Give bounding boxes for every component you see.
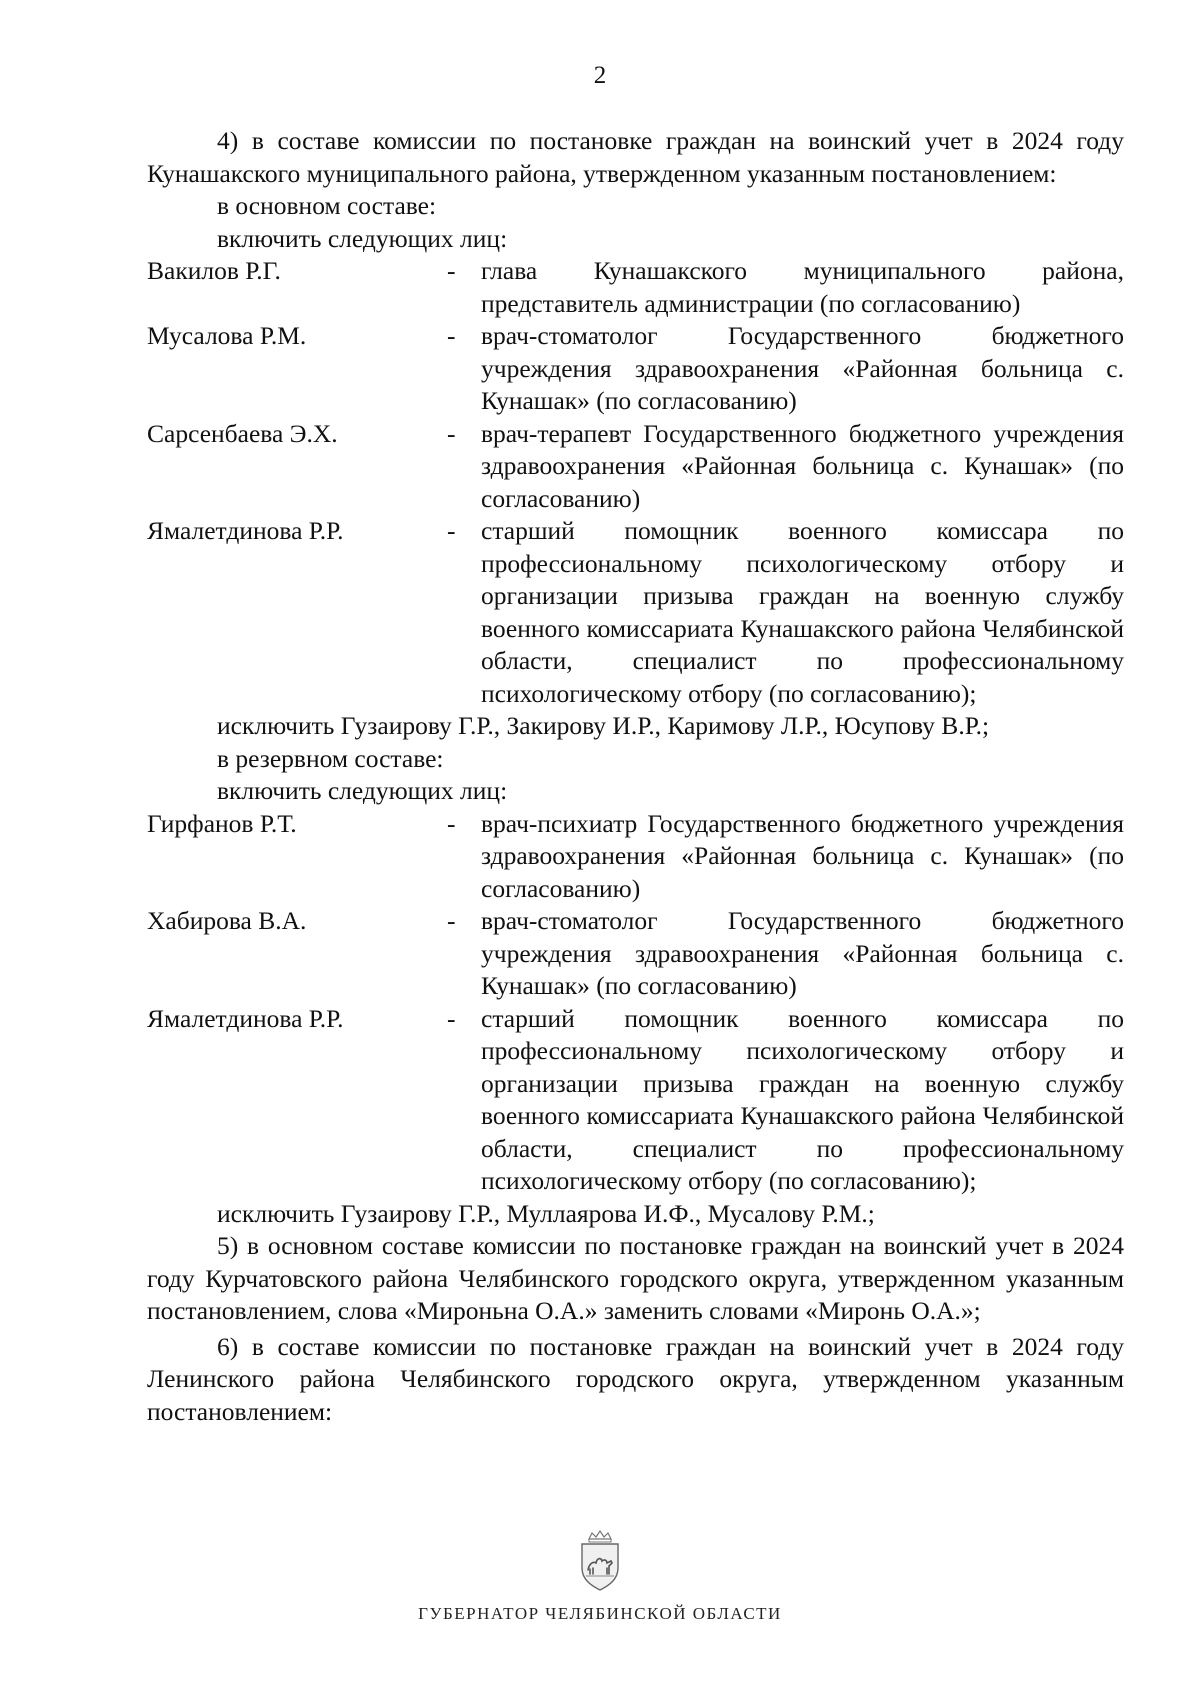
section-4-intro: 4) в составе комиссии по постановке граждан на воинский учет в 2024 году Кунашакского муниципального района, утвержденном указанным постановлением: bbox=[147, 126, 1124, 188]
footer-caption: ГУБЕРНАТОР ЧЕЛЯБИНСКОЙ ОБЛАСТИ bbox=[418, 1604, 782, 1623]
list-item bbox=[147, 255, 1124, 320]
reserve-members-list bbox=[147, 808, 1124, 1198]
main-composition-heading: в основном составе: bbox=[217, 191, 437, 220]
member-dash: - bbox=[447, 808, 456, 838]
member-name: Хабирова В.А. bbox=[147, 906, 307, 935]
list-item bbox=[147, 905, 1124, 1003]
member-dash: - bbox=[447, 1003, 456, 1033]
list-item bbox=[147, 418, 1124, 516]
list-item bbox=[147, 515, 1124, 710]
member-name: Сарсенбаева Э.Х. bbox=[147, 418, 338, 448]
coat-of-arms-icon bbox=[574, 1530, 626, 1592]
member-role: врач-психиатр Государственного бюджетного учреждения здравоохранения «Районная больница с. Кунашак» (по согласованию) bbox=[481, 808, 1124, 903]
main-include-label: включить следующих лиц: bbox=[217, 223, 508, 253]
reserve-exclude-text: исключить Гузаирову Г.Р., Муллаярова И.Ф., Мусалову Р.М.; bbox=[217, 1198, 875, 1228]
member-role: глава Кунашакского муниципального района, представитель администрации (по согласованию) bbox=[481, 256, 1124, 318]
member-role: старший помощник военного комиссара по профессиональному психологическому отбору и организации призыва граждан на военную службу военного комиссариата Кунашакского района Челябинской области, специалист по профессиональному психологическому отбору (по согласованию); bbox=[481, 516, 1124, 708]
member-name: Ямалетдинова Р.Р. bbox=[147, 516, 344, 545]
reserve-include-label: включить следующих лиц: bbox=[217, 776, 508, 805]
member-dash: - bbox=[447, 256, 456, 285]
main-members-list bbox=[147, 255, 1124, 710]
main-exclude-text: исключить Гузаирову Г.Р., Закирову И.Р., Каримову Л.Р., Юсупову В.Р.; bbox=[217, 711, 990, 740]
page-number: 2 bbox=[593, 62, 607, 89]
member-dash: - bbox=[447, 321, 456, 350]
document-body bbox=[147, 125, 1124, 1428]
member-role: врач-стоматолог Государственного бюджетного учреждения здравоохранения «Районная больница с. Кунашак» (по согласованию) bbox=[481, 321, 1124, 415]
member-name: Мусалова Р.М. bbox=[147, 321, 307, 350]
section-6-text: 6) в составе комиссии по постановке граждан на воинский учет в 2024 году Ленинского района Челябинского городского округа, утвержденном указанным постановлением: bbox=[147, 1331, 1124, 1426]
document-footer bbox=[0, 1530, 1200, 1624]
member-role: врач-стоматолог Государственного бюджетного учреждения здравоохранения «Районная больница с. Кунашак» (по согласованию) bbox=[481, 906, 1124, 1000]
member-dash: - bbox=[447, 418, 456, 448]
member-name: Гирфанов Р.Т. bbox=[147, 808, 297, 838]
reserve-composition-heading: в резервном составе: bbox=[217, 743, 444, 773]
list-item bbox=[147, 808, 1124, 906]
member-name: Ямалетдинова Р.Р. bbox=[147, 1003, 344, 1033]
member-dash: - bbox=[447, 516, 456, 545]
list-item bbox=[147, 320, 1124, 418]
list-item bbox=[147, 1003, 1124, 1198]
section-5-text: 5) в основном составе комиссии по постановке граждан на воинский учет в 2024 году Курчатовского района Челябинского городского округа, утвержденном указанным постановлением, слова «Мироньна О.А.» заменить словами «Миронь О.А.»; bbox=[147, 1231, 1124, 1325]
member-name: Вакилов Р.Г. bbox=[147, 256, 281, 285]
member-role: врач-терапевт Государственного бюджетного учреждения здравоохранения «Районная больница с. Кунашак» (по согласованию) bbox=[481, 418, 1124, 513]
member-role: старший помощник военного комиссара по профессиональному психологическому отбору и организации призыва граждан на военную службу военного комиссариата Кунашакского района Челябинской области, специалист по профессиональному психологическому отбору (по согласованию); bbox=[481, 1003, 1124, 1195]
member-dash: - bbox=[447, 906, 456, 935]
